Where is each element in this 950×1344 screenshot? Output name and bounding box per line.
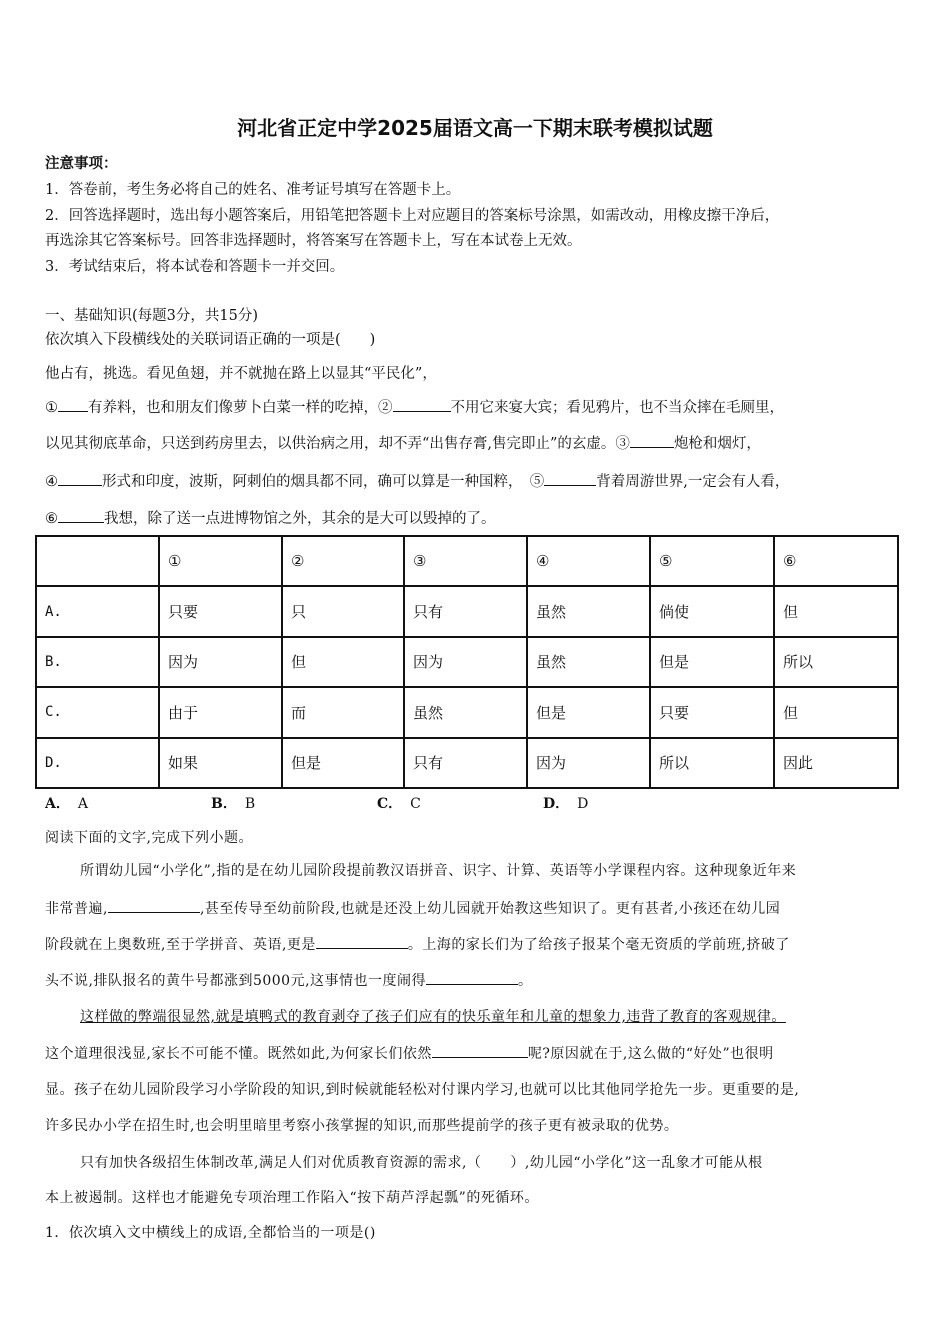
- reading-line: 本上被遏制。这样也才能避免专项治理工作陷入“按下葫芦浮起瓢”的死循环。: [45, 1190, 539, 1206]
- table-cell: 倘使: [650, 586, 774, 636]
- table-cell: 虽然: [404, 687, 527, 737]
- fill-blank: [108, 900, 200, 913]
- table-cell: 只要: [159, 586, 282, 636]
- table-cell: 如果: [159, 738, 282, 788]
- answer-option-b[interactable]: [211, 793, 255, 813]
- option-value: C: [410, 796, 421, 812]
- table-cell: 只有: [404, 586, 527, 636]
- table-cell: 但: [282, 637, 404, 687]
- reading-text: 阶段就在上奥数班,至于学拼音、英语,更是: [45, 937, 316, 953]
- table-cell: 所以: [650, 738, 774, 788]
- passage-line: [45, 396, 784, 417]
- reading-text: 头不说,排队报名的黄牛号都涨到5000元,这事情也一度闹得: [45, 973, 427, 989]
- table-cell: 但是: [650, 637, 774, 687]
- table-cell: ①: [159, 536, 282, 586]
- table-cell: ③: [404, 536, 527, 586]
- reading-text: 非常普遍,: [45, 901, 108, 917]
- answer-option-c[interactable]: [377, 793, 421, 813]
- notice-item: 2．回答选择题时，选出每小题答案后，用铅笔把答题卡上对应题目的答案标号涂黑，如需改动，用橡皮擦干净后，: [45, 208, 780, 224]
- table-cell: 但是: [282, 738, 404, 788]
- answer-option-d[interactable]: [543, 793, 588, 813]
- table-cell: A.: [36, 586, 159, 636]
- table-cell: 因为: [527, 738, 650, 788]
- option-value: B: [244, 796, 256, 812]
- option-key: A．: [45, 796, 70, 812]
- reading-underlined-line: 这样做的弊端很显然,就是填鸭式的教育剥夺了孩子们应有的快乐童年和儿童的想象力,违背了教育的客观规律。: [80, 1009, 786, 1025]
- fill-blank: [58, 510, 104, 523]
- reading-line: [45, 1043, 774, 1063]
- options-table: [35, 535, 899, 789]
- reading-line: [45, 934, 790, 954]
- table-cell: ⑤: [650, 536, 774, 586]
- table-cell: 只有: [404, 738, 527, 788]
- table-cell: 虽然: [527, 586, 650, 636]
- fill-blank: [630, 435, 674, 448]
- notice-heading: 注意事项：: [45, 155, 118, 172]
- table-cell: 但是: [527, 687, 650, 737]
- notice-item: 3．考试结束后，将本试卷和答题卡一并交回。: [45, 259, 345, 275]
- passage-text: ⑥: [45, 511, 58, 527]
- option-key: B．: [211, 796, 237, 812]
- table-cell: 由于: [159, 687, 282, 737]
- passage-text: 他占有，挑选。看见鱼翅，并不就抛在路上以显其“平民化”，: [45, 366, 437, 382]
- fill-blank: [316, 936, 408, 949]
- passage-line: [45, 507, 496, 528]
- question-1: 1．依次填入文中横线上的成语,全都恰当的一项是(): [45, 1225, 376, 1241]
- reading-text: 这个道理很浅显,家长不可能不懂。既然如此,为何家长们依然: [45, 1046, 432, 1062]
- table-cell: D.: [36, 738, 159, 788]
- table-cell: 而: [282, 687, 404, 737]
- reading-text: ,甚至传导至幼前阶段,也就是还没上幼儿园就开始教这些知识了。更有甚者,小孩还在幼儿园: [199, 901, 781, 917]
- reading-line: 显。孩子在幼儿园阶段学习小学阶段的知识,到时候就能轻松对付课内学习,也就可以比其他同学抢先一步。更重要的是,: [45, 1082, 800, 1098]
- fill-blank: [432, 1045, 528, 1058]
- option-key: C．: [377, 796, 403, 812]
- table-cell: ⑥: [774, 536, 898, 586]
- notice-item: 再选涂其它答案标号。回答非选择题时，将答案写在答题卡上，写在本试卷上无效。: [45, 233, 582, 249]
- passage-line: [45, 470, 789, 491]
- passage-text: 炮枪和烟灯，: [673, 436, 761, 452]
- reading-intro: 阅读下面的文字,完成下列小题。: [45, 830, 253, 846]
- option-value: D: [577, 796, 589, 812]
- fill-blank: [426, 972, 518, 985]
- table-row: [36, 687, 898, 737]
- reading-line: 只有加快各级招生体制改革,满足人们对优质教育资源的需求,（ ）,幼儿园“小学化”这一乱象才可能从根: [80, 1155, 763, 1171]
- table-cell: [36, 536, 159, 586]
- reading-text: 。上海的家长们为了给孩子报某个毫无资质的学前班,挤破了: [407, 937, 790, 953]
- table-cell: 因为: [159, 637, 282, 687]
- fill-blank: [544, 473, 596, 486]
- passage-line: [45, 362, 437, 383]
- reading-line: 许多民办小学在招生时,也会明里暗里考察小孩掌握的知识,而那些提前学的孩子更有被录取的优势。: [45, 1118, 679, 1134]
- table-cell: 因此: [774, 738, 898, 788]
- option-value: A: [77, 796, 88, 812]
- table-cell: 只: [282, 586, 404, 636]
- table-cell: 只要: [650, 687, 774, 737]
- notice-item: 1．答卷前，考生务必将自己的姓名、准考证号填写在答题卡上。: [45, 182, 461, 198]
- table-row: [36, 738, 898, 788]
- passage-text: 以见其彻底革命，只送到药房里去，以供治病之用，却不弄“出售存膏,售完即止”的玄虚。③: [45, 436, 630, 452]
- reading-line: [45, 898, 780, 918]
- passage-text: 形式和印度，波斯，阿刺伯的烟具都不同，确可以算是一种国粹， ⑤: [102, 474, 545, 490]
- table-cell: 虽然: [527, 637, 650, 687]
- table-cell: 所以: [774, 637, 898, 687]
- table-cell: ④: [527, 536, 650, 586]
- table-row: [36, 586, 898, 636]
- passage-text: ①: [45, 400, 58, 416]
- reading-line: 所谓幼儿园“小学化”,指的是在幼儿园阶段提前教汉语拼音、识字、计算、英语等小学课程内容。这种现象近年来: [80, 863, 797, 879]
- fill-blank: [58, 399, 88, 412]
- passage-text: 有养料，也和朋友们像萝卜白菜一样的吃掉，②: [88, 400, 393, 416]
- option-key: D．: [543, 796, 570, 812]
- table-row: [36, 637, 898, 687]
- passage-text: 我想，除了送一点进博物馆之外，其余的是大可以毁掉的了。: [104, 511, 496, 527]
- table-cell: 但: [774, 586, 898, 636]
- reading-text: 呢?原因就在于,这么做的“好处”也很明: [527, 1046, 774, 1062]
- reading-text: 。: [518, 973, 533, 989]
- passage-line: [45, 432, 761, 453]
- question-stem: 依次填入下段横线处的关联词语正确的一项是( ): [45, 332, 376, 348]
- table-header-row: [36, 536, 898, 586]
- reading-line: [45, 970, 533, 990]
- section-heading: 一、基础知识(每题3分，共15分): [45, 308, 258, 324]
- answer-option-a[interactable]: [45, 793, 88, 813]
- table-cell: C.: [36, 687, 159, 737]
- fill-blank: [393, 399, 451, 412]
- page-title: 河北省正定中学2025届语文高一下期末联考模拟试题: [237, 116, 713, 140]
- passage-text: 不用它来宴大宾；看见鸦片，也不当众摔在毛厕里，: [450, 400, 784, 416]
- table-cell: 但: [774, 687, 898, 737]
- table-cell: ②: [282, 536, 404, 586]
- fill-blank: [58, 473, 102, 486]
- table-cell: B.: [36, 637, 159, 687]
- table-cell: 因为: [404, 637, 527, 687]
- passage-text: 背着周游世界,一定会有人看，: [596, 474, 790, 490]
- passage-text: ④: [45, 474, 58, 490]
